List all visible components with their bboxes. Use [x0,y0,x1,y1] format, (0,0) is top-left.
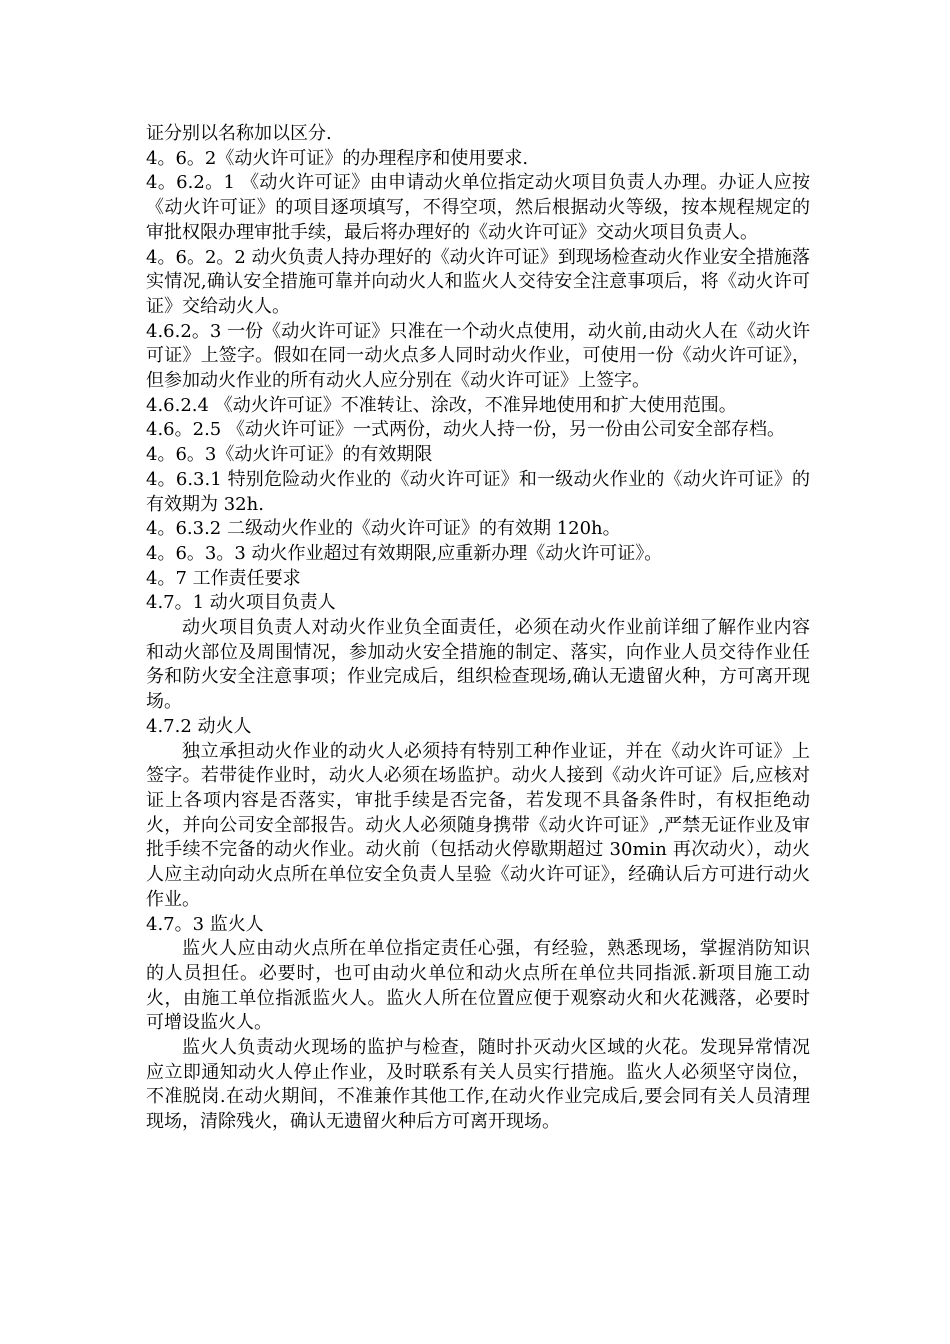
continuation-line: 证分别以名称加以区分. [146,123,332,144]
body-paragraph-fire-watcher-2: 监火人负责动火现场的监护与检查，随时扑灭动火区域的火花。发现异常情况应立即通知动火人停止作业，及时联系有关人员实行措施。监火人必须坚守岗位，不准脱岗.在动火期间，不准兼作其他工作,在动火作业完成后,要会同有关人员清理现场，清除残火，确认无遗留火种后方可离开现场。 [146,1037,810,1133]
section-heading-4-7: 4。7 工作责任要求 [146,567,301,589]
section-heading-4-6-2: 4。6。2《动火许可证》的办理程序和使用要求. [146,147,529,169]
clause-4-6-3-1: 4。6.3.1 特别危险动火作业的《动火许可证》和一级动火作业的《动火许可证》的有效期为 32h. [146,468,810,515]
clause-4-6-2-4: 4.6.2.4 《动火许可证》不准转让、涂改，不准异地使用和扩大使用范围。 [146,394,737,416]
subheading-4-7-1: 4.7。1 动火项目负责人 [146,592,336,614]
body-paragraph-fire-operator: 独立承担动火作业的动火人必须持有特别工种作业证，并在《动火许可证》上签字。若带徒作业时，动火人必须在场监护。动火人接到《动火许可证》后,应核对证上各项内容是否落实，审批手续是否完备，若发现不具备条件时，有权拒绝动火，并向公司安全部报告。动火人必须随身携带《动火许可证》,严禁无证作业及审批手续不完备的动火作业。动火前（包括动火停歇期超过 30min 再次动火），动火人应主动向动火点所在单位安全负责人呈验《动火许可证》，经确认后方可进行动火作业。 [146,740,810,910]
document-page [146,122,810,1135]
subheading-4-7-2: 4.7.2 动火人 [146,715,252,737]
clause-4-6-2-3: 4.6.2。3 一份《动火许可证》只准在一个动火点使用，动火前,由动火人在《动火许可证》上签字。假如在同一动火点多人同时动火作业，可使用一份《动火许可证》，但参加动火作业的所有动火人应分别在《动火许可证》上签字。 [146,320,810,392]
clause-4-6-2-5: 4.6。2.5 《动火许可证》一式两份，动火人持一份，另一份由公司安全部存档。 [146,419,785,441]
clause-4-6-2-2: 4。6。2。2 动火负责人持办理好的《动火许可证》到现场检查动火作业安全措施落实情况,确认安全措施可靠并向动火人和监火人交待安全注意事项后，将《动火许可证》交给动火人。 [146,246,810,317]
body-paragraph-project-leader: 动火项目负责人对动火作业负全面责任，必须在动火作业前详细了解作业内容和动火部位及周围情况，参加动火安全措施的制定、落实，向作业人员交待作业任务和防火安全注意事项；作业完成后，组织检查现场,确认无遗留火种，方可离开现场。 [146,617,810,713]
clause-4-6-3-2: 4。6.3.2 二级动火作业的《动火许可证》的有效期 120h。 [146,518,621,540]
clause-4-6-2-1: 4。6.2。1 《动火许可证》由申请动火单位指定动火项目负责人办理。办证人应按《动火许可证》的项目逐项填写，不得空项，然后根据动火等级，按本规程规定的审批权限办理审批手续，最后将办理好的《动火许可证》交动火项目负责人。 [146,172,810,243]
section-heading-4-6-3: 4。6。3《动火许可证》的有效期限 [146,444,433,466]
clause-4-6-3-3: 4。6。3。3 动火作业超过有效期限,应重新办理《动火许可证》。 [146,542,663,564]
subheading-4-7-3: 4.7。3 监火人 [146,913,264,935]
body-paragraph-fire-watcher-1: 监火人应由动火点所在单位指定责任心强，有经验，熟悉现场，掌握消防知识的人员担任。必要时，也可由动火单位和动火点所在单位共同指派.新项目施工动火，由施工单位指派监火人。监火人所在位置应便于观察动火和火花溅落，必要时可增设监火人。 [146,938,810,1034]
